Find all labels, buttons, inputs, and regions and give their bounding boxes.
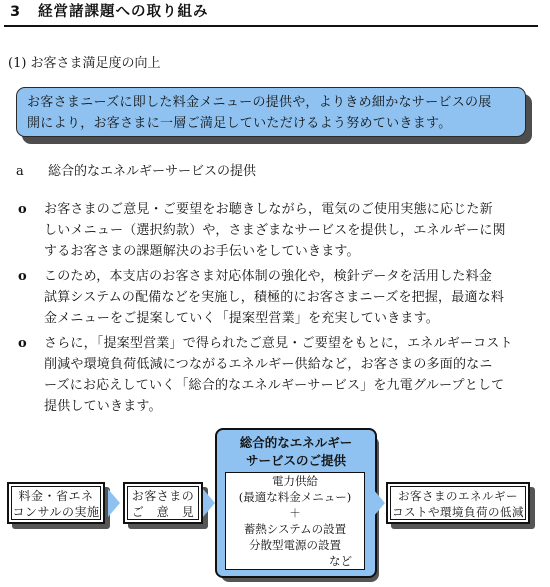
section-title <box>4 1 538 27</box>
energy-service-title-line-1: 総合的なエネルギー <box>239 435 353 450</box>
summary-box <box>16 87 526 137</box>
summary-line-2: 開により，お客さまに一層ご満足していただけるよう努めていきます。 <box>27 116 452 131</box>
paragraph-line: このため，本支店のお客さま対応体制の強化や，検針データを活用した料金 <box>44 269 493 284</box>
summary-line-1: お客さまニーズに即した料金メニューの提供や，よりきめ細かなサービスの展 <box>27 95 492 110</box>
cost-reduction-box <box>386 482 530 524</box>
service-item: 分散型電源の設置 <box>249 538 341 552</box>
service-item: (最適な料金メニュー) <box>238 490 352 504</box>
service-item-etc: など <box>329 554 352 568</box>
item-a-marker: a <box>16 164 24 179</box>
service-item: 蓄熱システムの設置 <box>243 522 347 536</box>
cost-line-2: コストや環境負荷の低減 <box>392 505 524 519</box>
item-a-label: 総合的なエネルギーサービスの提供 <box>48 164 257 179</box>
paragraph-line: するお客さまの課題解決のお手伝いをしていきます。 <box>44 244 360 259</box>
service-item: 電力供給 <box>272 474 318 488</box>
bullet-marker: o <box>18 269 27 284</box>
paragraph-1 <box>16 199 532 262</box>
paragraph-2 <box>16 266 532 329</box>
cost-line-1: お客さまのエネルギー <box>398 489 518 503</box>
paragraph-line: 試算システムの配備などを実施し，積極的にお客さまニーズを把握，最適な料 <box>44 290 505 305</box>
subsection-heading: (1) お客さま満足度の向上 <box>8 56 161 71</box>
energy-service-title <box>217 434 375 470</box>
paragraph-line: しいメニュー（選択約款）や，さまざまなサービスを提供し，エネルギーに関 <box>44 223 506 238</box>
consulting-line-2: コンサルの実施 <box>12 505 100 519</box>
customer-opinion-box <box>123 482 203 524</box>
consulting-line-1: 料金・省エネ <box>18 489 94 503</box>
arrow-right-icon <box>373 489 385 517</box>
item-a-heading <box>10 160 256 179</box>
section-number: 3 <box>10 4 22 20</box>
energy-service-box <box>215 428 377 578</box>
paragraph-line: さらに，「提案型営業」で得られたご意見・ご要望をもとに，エネルギーコスト <box>44 336 513 351</box>
opinion-line-2: ご 意 見 <box>131 505 195 519</box>
arrow-right-icon <box>108 489 120 517</box>
bullet-marker: o <box>18 202 27 217</box>
arrow-right-icon <box>203 489 215 517</box>
bullet-marker: o <box>18 336 27 351</box>
paragraph-3 <box>16 333 532 417</box>
section-title-text: 経営諸課題への取り組み <box>38 4 209 20</box>
paragraph-line: ーズにお応えしていく「総合的なエネルギーサービス」を九電グループとして <box>44 378 505 393</box>
plus-sign: ＋ <box>289 506 301 520</box>
paragraph-line: お客さまのご意見・ご要望をお聴きしながら，電気のご使用実態に応じた新 <box>44 202 493 217</box>
energy-service-items <box>225 472 365 570</box>
paragraph-line: 削減や環境負荷低減につながるエネルギー供給など，お客さまの多面的なニ <box>44 357 493 372</box>
opinion-line-1: お客さまの <box>131 489 195 503</box>
consulting-box <box>7 482 105 524</box>
paragraph-line: 金メニューをご提案していく「提案型営業」を充実していきます。 <box>44 311 439 326</box>
paragraph-line: 提供していきます。 <box>44 399 162 414</box>
energy-service-title-line-2: サービスのご提供 <box>245 453 346 468</box>
